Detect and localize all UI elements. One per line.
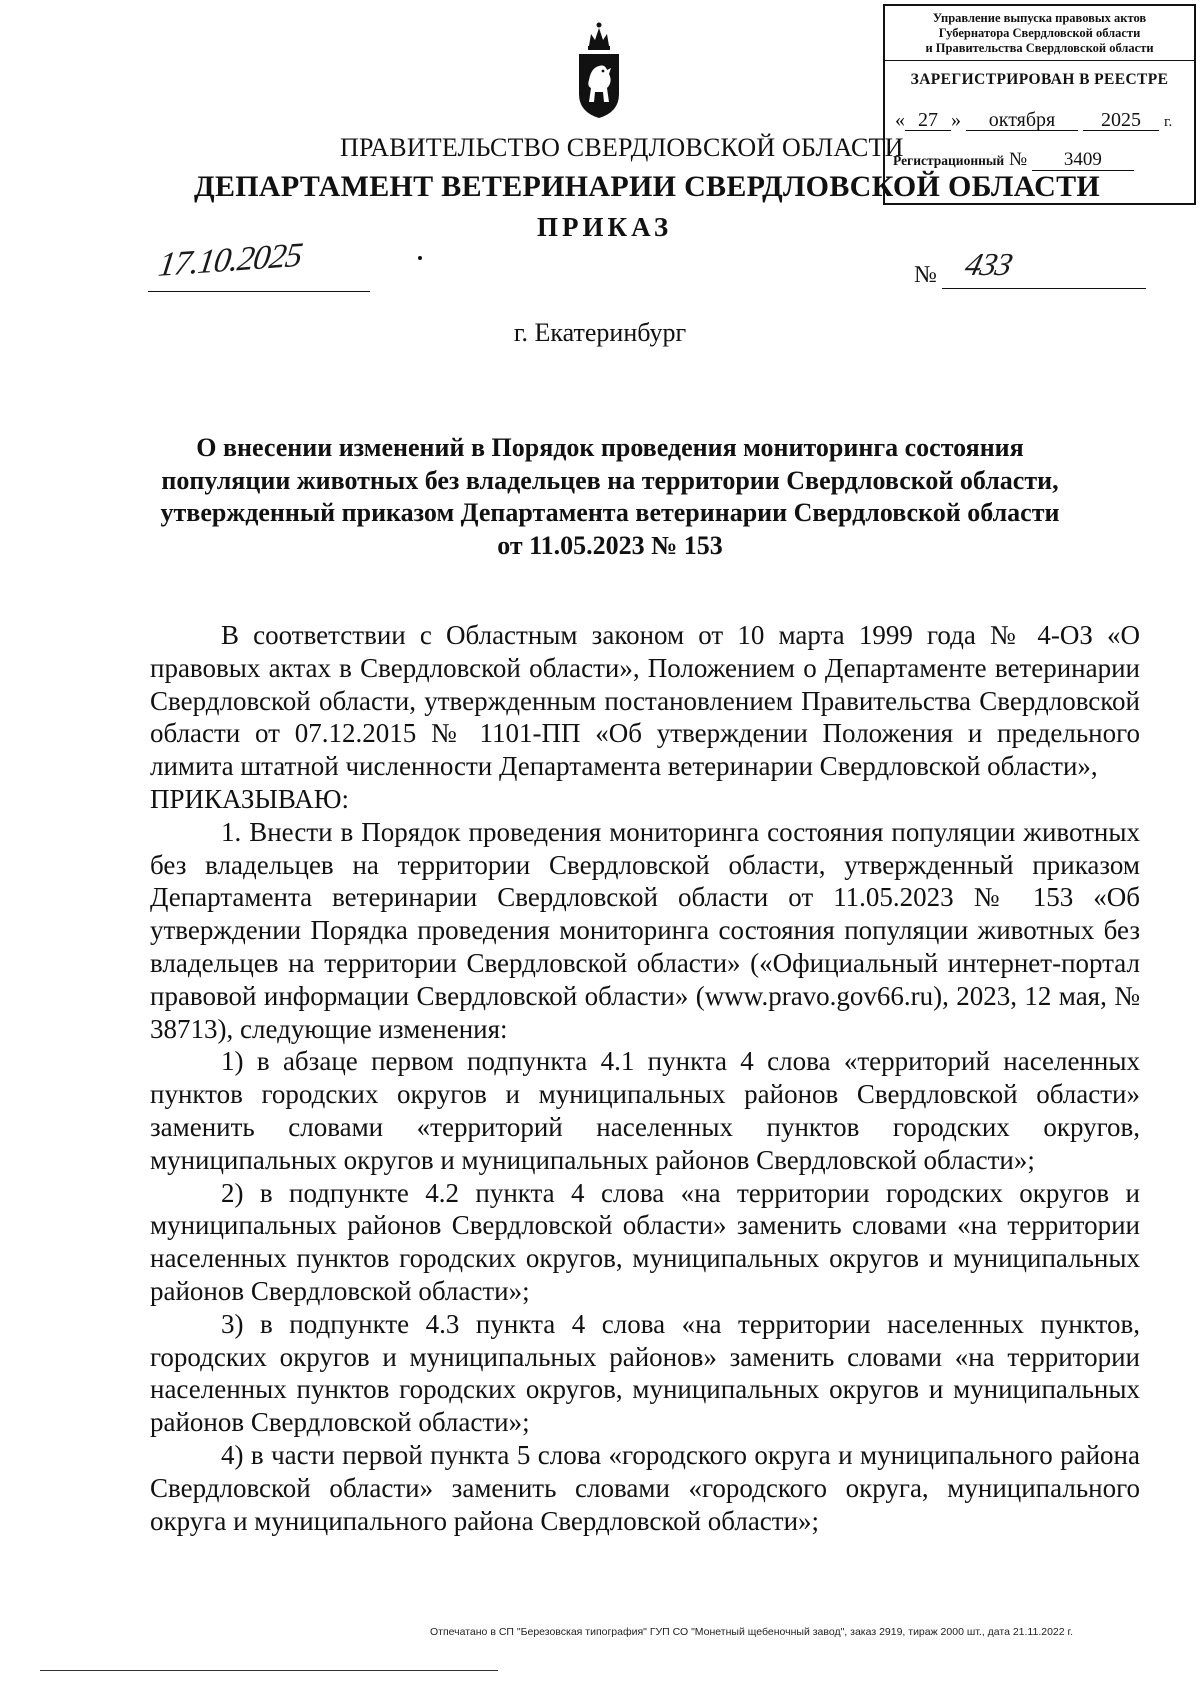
document-body [150, 619, 1140, 1537]
handwritten-date: 17.10.2025 [156, 236, 305, 284]
stamp-number-label: Регистрационный [893, 153, 1005, 168]
stamp-quote-close: » [951, 109, 961, 131]
clause-paragraph: 3) в подпункте 4.3 пункта 4 слова «на территории населенных пунктов, городских округов и муниципальных районов» заменить словами «на территории населенных пунктов городских округов, муниципальных округов и муниципальных районов Свердловской области»; [150, 1308, 1140, 1438]
stamp-registered-label: ЗАРЕГИСТРИРОВАН В РЕЕСТРЕ [910, 71, 1169, 88]
order-number-sign: № [914, 262, 937, 288]
footer-divider [40, 1670, 498, 1671]
clause-paragraph: 1. Внести в Порядок проведения мониторинга состояния популяции животных без владельцев на территории Свердловской области, утвержденный приказом Департамента ветеринарии Свердловской области от 11.05.2023 № 153 «Об утверждении Порядка проведения мониторинга состояния популяции животных без владельцев на территории Свердловской области» («Официальный интернет-портал правовой информации Свердловской области» (www.pravo.gov66.ru), 2023, 12 мая, № 38713), следующие изменения: [150, 816, 1140, 1044]
stamp-day: 27 [905, 110, 951, 131]
coat-of-arms-icon [573, 16, 625, 120]
order-word: ПРИКАЗЫВАЮ: [150, 783, 349, 814]
stamp-number-sign: № [1008, 149, 1028, 170]
stamp-issuer-line: Управление выпуска правовых актов [932, 11, 1147, 25]
ink-dot [418, 256, 422, 260]
stamp-issuer-line: Губернатора Свердловской области [938, 26, 1141, 40]
stamp-issuer [885, 6, 1194, 61]
stamp-year: 2025 [1083, 110, 1159, 131]
clause-paragraph: 4) в части первой пункта 5 слова «городского округа и муниципального района Свердловской области» заменить словами «городского округа, муниципального округа и муниципального района Свердловской области»; [150, 1439, 1140, 1536]
stamp-month: октября [966, 110, 1078, 131]
stamp-number-row [885, 149, 1194, 171]
stamp-quote-open: « [895, 109, 905, 131]
order-date-field [148, 236, 370, 292]
printer-note: Отпечатано в СП "Березовская типография" ГУП СО "Монетный щебеночный завод", заказ 2919, тираж 2000 шт., дата 21.11.2022 г. [430, 1626, 1073, 1638]
government-name: ПРАВИТЕЛЬСТВО СВЕРДЛОВСКОЙ ОБЛАСТИ [340, 133, 904, 162]
order-number-field [942, 246, 1146, 289]
preamble-paragraph: В соответствии с Областным законом от 10 марта 1999 года № 4-ОЗ «О правовых актах в Свердловской области», Положением о Департаменте ветеринарии Свердловской области, утвержденным постановлением Правительства Свердловской области от 07.12.2015 № 1101-ПП «Об утверждении Положения и предельного лимита штатной численности Департамента ветеринарии Свердловской области», [150, 620, 1140, 782]
city: г. Екатеринбург [513, 318, 687, 347]
stamp-year-suffix: г. [1164, 114, 1173, 130]
clause-paragraph: 1) в абзаце первом подпункта 4.1 пункта 4 слова «территорий населенных пунктов городских округов и муниципальных районов Свердловской области» заменить словами «территорий населенных пунктов городских округов, муниципальных округов и муниципальных районов Свердловской области»; [150, 1046, 1140, 1175]
stamp-number: 3409 [1032, 150, 1134, 171]
department-name: ДЕПАРТАМЕНТ ВЕТЕРИНАРИИ СВЕРДЛОВСКОЙ ОБЛАСТИ [194, 170, 1101, 203]
document-type: ПРИКАЗ [537, 212, 673, 242]
clause-paragraph: 2) в подпункте 4.2 пункта 4 слова «на территории городских округов и муниципальных районов Свердловской области» заменить словами «на территории населенных пунктов городских округов, муниципальных округов и муниципальных районов Свердловской области»; [150, 1177, 1140, 1306]
document-title: О внесении изменений в Порядок проведения мониторинга состояния популяции животных без владельцев на территории Свердловской области, утвержденный приказом Департамента ветеринарии Свердловской области от 11.05.2023 № 153 [160, 433, 1060, 560]
handwritten-number: 433 [961, 246, 1016, 282]
stamp-date [885, 109, 1194, 132]
stamp-issuer-line: и Правительства Свердловской области [925, 41, 1154, 55]
